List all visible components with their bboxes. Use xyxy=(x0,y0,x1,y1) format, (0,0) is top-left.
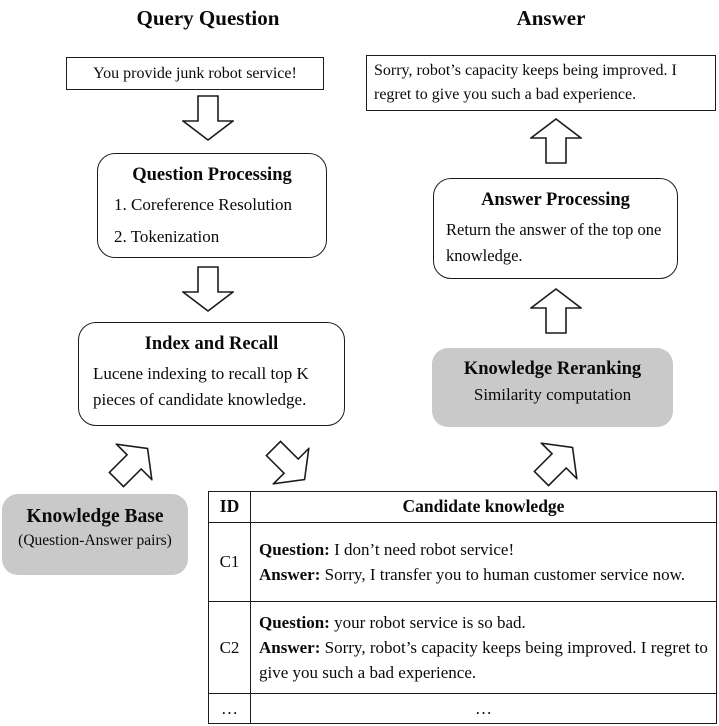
row-knowledge xyxy=(251,601,717,693)
row-knowledge: … xyxy=(251,693,717,723)
arrow-up-icon xyxy=(530,118,582,164)
answer-processing-body: Return the answer of the top one knowledge. xyxy=(446,220,662,265)
question-value: your robot service is so bad. xyxy=(329,612,526,632)
query-text: You provide junk robot service! xyxy=(93,64,297,82)
arrow-down-right-icon xyxy=(254,429,323,498)
arrow-up-right-icon xyxy=(522,428,591,497)
answer-processing-box xyxy=(433,178,678,279)
arrow-up-icon xyxy=(530,288,582,334)
answer-line xyxy=(259,635,708,685)
answer-value: Sorry, robot’s capacity keeps being improved. I regret to give you such a bad experience. xyxy=(259,637,708,682)
answer-label: Answer: xyxy=(259,637,321,657)
candidate-knowledge-table xyxy=(208,491,717,724)
row-knowledge xyxy=(251,522,717,601)
table-row-ellipsis xyxy=(209,693,717,723)
knowledge-reranking-box xyxy=(432,348,673,427)
arrow-up-right-icon xyxy=(97,429,166,498)
knowledge-base-box xyxy=(2,494,188,575)
answer-line xyxy=(259,562,708,587)
row-id: C1 xyxy=(209,522,251,601)
query-question-heading: Query Question xyxy=(136,6,280,30)
arrow-down-icon xyxy=(182,95,234,141)
question-label: Question: xyxy=(259,539,330,559)
question-line xyxy=(259,537,708,562)
row-id: … xyxy=(209,693,251,723)
candidate-knowledge-column-header: Candidate knowledge xyxy=(251,492,717,523)
id-column-header: ID xyxy=(209,492,251,523)
question-label: Question: xyxy=(259,612,330,632)
table-header-row xyxy=(209,492,717,523)
answer-text-box xyxy=(366,55,716,111)
question-processing-item: 1. Coreference Resolution xyxy=(114,195,292,214)
answer-text: Sorry, robot’s capacity keeps being improved. I regret to give you such a bad experience. xyxy=(374,62,677,103)
answer-value: Sorry, I transfer you to human customer service now. xyxy=(320,564,686,584)
index-recall-title: Index and Recall xyxy=(144,334,279,354)
answer-label: Answer: xyxy=(259,564,321,584)
arrow-down-icon xyxy=(182,266,234,312)
question-processing-box xyxy=(97,153,327,258)
knowledge-base-title: Knowledge Base xyxy=(26,506,164,527)
table-row xyxy=(209,601,717,693)
answer-processing-title: Answer Processing xyxy=(481,190,630,210)
question-line xyxy=(259,610,708,635)
answer-heading: Answer xyxy=(516,6,586,30)
index-recall-box xyxy=(78,322,345,426)
table-row xyxy=(209,522,717,601)
index-recall-body: Lucene indexing to recall top K pieces of candidate knowledge. xyxy=(93,364,309,410)
knowledge-reranking-subtitle: Similarity computation xyxy=(473,385,632,404)
knowledge-reranking-title: Knowledge Reranking xyxy=(463,359,642,379)
question-processing-item: 2. Tokenization xyxy=(114,227,220,247)
knowledge-base-subtitle: (Question-Answer pairs) xyxy=(18,532,172,549)
row-id: C2 xyxy=(209,601,251,693)
question-value: I don’t need robot service! xyxy=(329,539,515,559)
query-text-box xyxy=(66,57,324,90)
question-processing-title: Question Processing xyxy=(132,165,292,185)
